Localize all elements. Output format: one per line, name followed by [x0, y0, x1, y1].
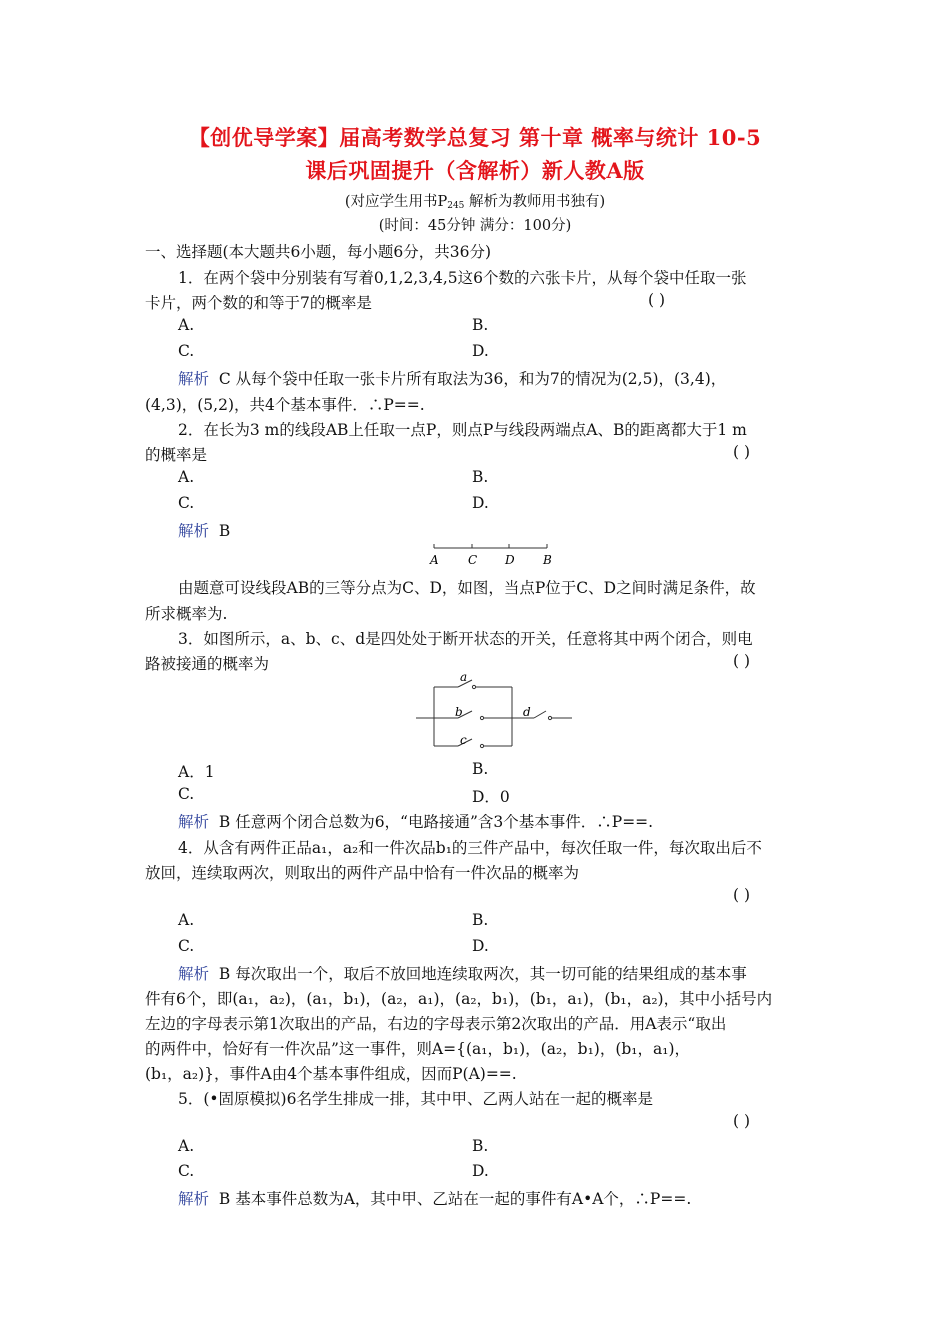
switch-d-contact [548, 716, 551, 719]
q4-option-d: D. [472, 937, 489, 955]
q3-option-a: A．1 [178, 763, 215, 781]
q2-line2: 的概率是 [145, 446, 208, 464]
time-note: (时间：45分钟 满分：100分) [378, 218, 572, 234]
q4-solution-line1 [178, 962, 747, 984]
q5-answer-bracket: ( ) [733, 1112, 751, 1130]
q5-option-c: C. [178, 1162, 195, 1180]
q2-solution-text1: B [218, 522, 231, 540]
switch-a-contact [472, 685, 475, 688]
segment-label-b: B [543, 553, 552, 567]
segment-label-d: D [505, 553, 515, 567]
usage-suffix: 解析为教师用书独有) [464, 194, 606, 210]
q5-line1: 5．(•固原模拟)6名学生排成一排，其中甲、乙两人站在一起的概率是 [178, 1090, 653, 1108]
q1-option-c: C. [178, 342, 195, 360]
switch-label-a: a [460, 672, 468, 684]
q4-answer-bracket: ( ) [733, 886, 751, 904]
q3-option-d: D．0 [472, 788, 510, 806]
switch-b-contact [480, 716, 483, 719]
q1-solution-line2: (4,3)，(5,2)，共4个基本事件．∴P==. [145, 396, 425, 414]
q1-line1: 1．在两个袋中分别装有写着0,1,2,3,4,5这6个数的六张卡片，从每个袋中任取一张 [178, 269, 747, 287]
q1-answer-bracket: ( ) [648, 291, 666, 309]
switch-label-b: b [455, 705, 463, 719]
q1-solution-label: 解析 [178, 370, 210, 388]
segment-label-a: A [430, 553, 439, 567]
q2-explain-line1: 由题意可设线段AB的三等分点为C、D，如图，当点P位于C、D之间时满足条件，故 [178, 579, 756, 597]
q4-line2: 放回，连续取两次，则取出的两件产品中恰有一件次品的概率为 [145, 864, 580, 882]
switch-label-d: d [523, 705, 531, 719]
q4-option-c: C. [178, 937, 195, 955]
q1-solution-text1: C 从每个袋中任取一张卡片所有取法为36，和为7的情况为(2,5)，(3,4)， [218, 370, 727, 388]
q5-solution-text1: B 基本事件总数为A，其中甲、乙站在一起的事件有A•A个，∴P==. [218, 1190, 692, 1208]
q2-line1: 2．在长为3 m的线段AB上任取一点P，则点P与线段两端点A、B的距离都大于1 m [178, 421, 747, 439]
section-heading: 一、选择题(本大题共6小题，每小题6分，共36分) [145, 243, 492, 261]
q2-option-b: B. [472, 468, 489, 486]
q4-solution-line4: 的两件中，恰好有一件次品”这一事件，则A={(a₁，b₁)，(a₂，b₁)，(b₁，a₁)， [145, 1040, 691, 1058]
q2-option-c: C. [178, 494, 195, 512]
q4-solution-line3: 左边的字母表示第1次取出的产品，右边的字母表示第2次取出的产品．用A表示“取出 [145, 1015, 727, 1033]
q1-line2: 卡片，两个数的和等于7的概率是 [145, 294, 372, 312]
q2-explain-line2: 所求概率为. [145, 605, 228, 623]
q3-solution-text1: B 任意两个闭合总数为6，“电路接通”含3个基本事件．∴P==. [218, 813, 654, 831]
switch-d [534, 711, 546, 718]
usage-page: 245 [447, 201, 465, 211]
circuit-figure [410, 672, 580, 754]
q2-answer-bracket: ( ) [733, 443, 751, 461]
q1-option-a: A. [178, 316, 195, 334]
segment-label-c: C [468, 553, 478, 567]
q5-option-d: D. [472, 1162, 489, 1180]
q4-option-b: B. [472, 911, 489, 929]
q1-option-d: D. [472, 342, 489, 360]
usage-note [0, 190, 950, 211]
q5-option-b: B. [472, 1137, 489, 1155]
segment-figure [420, 540, 570, 570]
q5-solution-line1 [178, 1187, 691, 1209]
q5-option-a: A. [178, 1137, 195, 1155]
usage-prefix: (对应学生用书P [344, 194, 448, 210]
document-title-line1: 【创优导学案】届高考数学总复习 第十章 概率与统计 10-5 [188, 125, 762, 150]
q3-line1: 3．如图所示，a、b、c、d是四处处于断开状态的开关，任意将其中两个闭合，则电 [178, 630, 753, 648]
q3-answer-bracket: ( ) [733, 652, 751, 670]
q4-option-a: A. [178, 911, 195, 929]
q1-option-b: B. [472, 316, 489, 334]
switch-label-c: c [460, 733, 467, 747]
q2-solution-line1 [178, 519, 230, 541]
q4-line1: 4．从含有两件正品a₁，a₂和一件次品b₁的三件产品中，每次任取一件，每次取出后不 [178, 839, 762, 857]
q3-option-c: C. [178, 785, 195, 803]
q3-solution-line1 [178, 810, 653, 832]
q4-solution-text1: B 每次取出一个，取后不放回地连续取两次，其一切可能的结果组成的基本事 [218, 965, 747, 983]
q2-solution-label: 解析 [178, 522, 210, 540]
q2-option-d: D. [472, 494, 489, 512]
q3-option-b: B. [472, 760, 489, 778]
q3-solution-label: 解析 [178, 813, 210, 831]
q4-solution-line5: (b₁，a₂)}，事件A由4个基本事件组成，因而P(A)==. [145, 1065, 517, 1083]
document-title-line2: 课后巩固提升（含解析）新人教A版 [305, 158, 645, 183]
q4-solution-line2: 件有6个，即(a₁，a₂)，(a₁，b₁)，(a₂，a₁)，(a₂，b₁)，(b₁，a₁)，(b₁，a₂)，其中小括号内 [145, 990, 773, 1008]
switch-c-contact [480, 744, 483, 747]
q5-solution-label: 解析 [178, 1190, 210, 1208]
q1-solution-line1 [178, 367, 726, 389]
q4-solution-label: 解析 [178, 965, 210, 983]
q2-option-a: A. [178, 468, 195, 486]
q3-line2: 路被接通的概率为 [145, 655, 270, 673]
